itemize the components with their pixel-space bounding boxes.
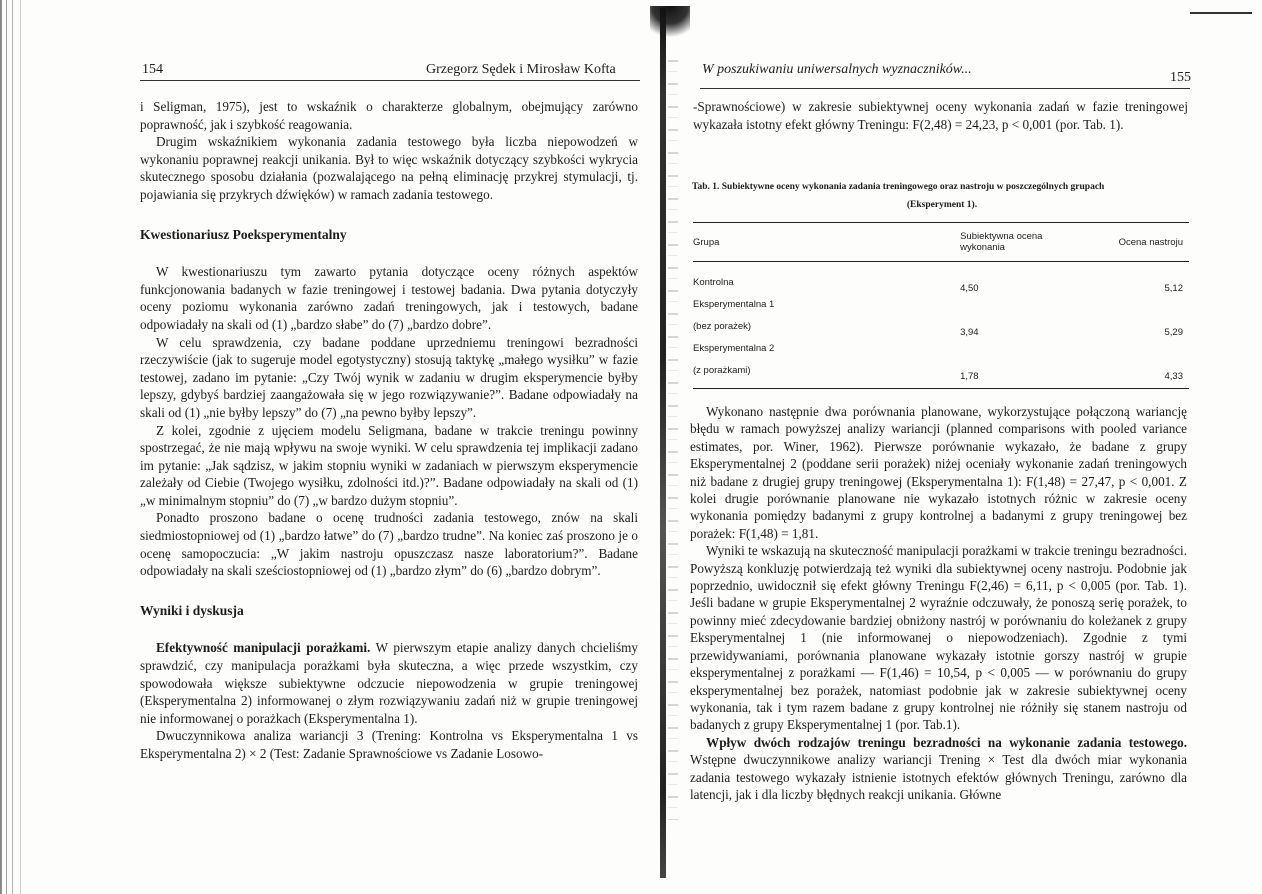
results-table	[693, 222, 1189, 389]
section-heading: Kwestionariusz Poeksperymentalny	[140, 226, 347, 242]
column-header: Ocena nastroju	[1084, 223, 1189, 262]
right-text-column-lower	[690, 403, 1187, 803]
table-caption-text: Subiektywne oceny wykonania zadania treningowego oraz nastroju w poszczególnych grupach	[721, 182, 1105, 192]
section-heading: Wyniki i dyskusja	[140, 602, 244, 618]
paragraph: Ponadto proszono badane o ocenę trudności zadania testowego, znów na skali siedmiostopniowej od (1) „bardzo łatwe” do (7) „bardzo trudne”. Na koniec zaś proszono je o ocenę samopoczucia: „W jakim nastroju opuszczasz nasze laboratorium?”. Badane odpowiadały na skali sześciostopniowej od (1) „bardzo złym” do (6) „bardzo dobrym”.	[140, 510, 638, 579]
column-header: Grupa	[693, 223, 820, 262]
paragraph-body: Wstępne dwuczynnikowe analizy wariancji Trening × Test dla dwóch miar wykonania zadania testowego wykazały istnienie istotnych efektów głównych Treningu, zarówno dla latencji, jak i dla liczby błędnych reakcji unikania. Główne	[690, 752, 1187, 802]
table-row	[693, 294, 1189, 316]
paragraph: Dwuczynnikowa analiza wariancji 3 (Trening: Kontrolna vs Eksperymentalna 1 vs Eksperymentalna 2) × 2 (Test: Zadanie Sprawnościowe vs Zadanie Losowo-	[140, 728, 638, 761]
paragraph: -Sprawnościowe) w zakresie subiektywnej oceny wykonania zadań w fazie treningowej wykazała istotny efekt główny Treningu: F(2,48) = 24,23, p < 0,001 (por. Tab. 1).	[693, 99, 1188, 132]
table-label: Tab. 1.	[692, 182, 720, 192]
mood-cell: 5,29	[1164, 327, 1183, 338]
table-row	[693, 360, 1189, 389]
paragraph	[140, 639, 638, 727]
paragraph: Wykonano następnie dwa porównania planowane, wykorzystujące połączoną wariancję błędu w ramach powyższej analizy wariancji (planned comparisons with pooled variance estimates, por. Winer, 1962). Pierwsze porównanie wykazało, że badane z grupy Eksperymentalnej 2 (poddane serii porażek) niżej oceniały wykonanie zadań treningowych niż badane z drugiej grupy treningowej (Eksperymentalna 1): F(1,48) = 27,47, p < 0,001. Z kolei drugie porównanie planowane nie wykazało istotnych różnic w zakresie oceny wykonania pomiędzy badanymi z grupy kontrolnej a badanymi z grupy treningowej bez porażek: F(1,48) = 1,81.	[690, 404, 1187, 541]
table-caption	[692, 178, 1192, 214]
performance-cell: 4,50	[960, 283, 979, 294]
header-rule-left	[140, 80, 640, 81]
paragraph	[690, 734, 1187, 804]
paragraph: i Seligman, 1975), jest to wskaźnik o charakterze globalnym, obejmujący zarówno poprawność, jak i szybkość reagowania.	[140, 99, 638, 132]
mood-cell: 4,33	[1084, 360, 1189, 389]
running-head-right: W poszukiwaniu uniwersalnych wyznaczników...	[702, 62, 972, 77]
paragraph: Drugim wskaźnikiem wykonania zadania testowego była liczba niepowodzeń w wykonaniu poprawnej reakcji unikania. Był to więc wskaźnik dotyczący szybkości wykrycia skutecznego sposobu działania (pozwalającego na pełną eliminację przykrej stymulacji, tj. pojawiania się przykrych dźwięków) w ramach zadania testowego.	[140, 134, 638, 202]
paragraph: Z kolei, zgodnie z ujęciem modelu Seligmana, badane w trakcie treningu powinny spostrzegać, że nie mają wpływu na swoje wyniki. W celu sprawdzenia tej implikacji zadano im pytanie: „Jak sądzisz, w jakim stopniu wyniki w zadaniach w pierwszym eksperymencie zależały od Ciebie (Twojego wysiłku, zdolności itd.)?”. Badane odpowiadały na skali od (1) „w minimalnym stopniu” do (7) „w bardzo dużym stopniu”.	[140, 422, 638, 508]
performance-cell: 3,94	[960, 327, 979, 338]
page-number-right: 155	[1170, 70, 1191, 85]
header-rule-right	[700, 88, 1190, 89]
paragraph: W celu sprawdzenia, czy badane poddane uprzedniemu treningowi bezradności rzeczywiście (jak to sugeruje model egotystyczny) stosują taktykę „małego wysiłku” w fazie testowej, zadano im pytanie: „Czy Twój wynik w zadaniu w drugim eksperymencie byłby lepszy, gdybyś bardziej zaangażowała się w jego rozwiązywanie?”. Badane odpowiadały na skali od (1) „nie byłby lepszy” do (7) „na pewno byłby lepszy”.	[140, 334, 638, 420]
group-cell: Eksperymentalna 1	[693, 299, 775, 310]
paragraph: Wyniki te wskazują na skuteczność manipulacji porażkami w trakcie treningu bezradności. Powyższą konkluzję potwierdzają też wyniki dla subiektywnej oceny nastroju. Podobnie jak poprzednio, uwidocznił się efekt główny Treningu F(2,46) = 6,11, p < 0,005 (por. Tab. 1). Jeśli badane w grupie Eksperymentalnej 2 wyraźnie odczuwały, że ponoszą serię porażek, to powinny mieć zdecydowanie bardziej obniżony nastrój w porównaniu do koleżanek z grupy Eksperymentalnej 1 (nie informowanej o niepowodzeniach). Zgodnie z tymi przewidywaniami, porównania planowane wykazały istotnie gorszy nastrój w grupie eksperymentalnej z porażkami — F(1,46) = 10,54, p < 0,005 — w porównaniu do grupy eksperymentalnej bez porażek, natomiast podobnie jak w zakresie subiektywnej oceny wykonania, tak i tym razem badane z grupy kontrolnej nie różniły się stanem nastroju od badanych z grupy Eksperymentalnej 1 (por. Tab.1).	[690, 543, 1187, 733]
performance-cell: 1,78	[820, 360, 1084, 389]
right-text-column	[693, 98, 1188, 133]
left-text-column	[140, 98, 638, 763]
run-in-heading: Efektywność manipulacji porażkami.	[156, 640, 371, 656]
table-row	[693, 262, 1189, 295]
scan-edge-artifact	[0, 0, 30, 894]
group-subcell: (bez porażek)	[693, 321, 752, 332]
table-row	[693, 316, 1189, 338]
group-cell: Eksperymentalna 2	[693, 343, 775, 354]
page-number-left: 154	[142, 62, 163, 77]
table-row	[693, 338, 1189, 360]
group-cell: Kontrolna	[693, 277, 734, 288]
paragraph: W kwestionariuszu tym zawarto pytania dotyczące oceny różnych aspektów funkcjonowania badanych w fazie treningowej i testowej badania. Dwa pytania dotyczyły oceny poziomu wykonania zarówno zadań treningowych, jak i testowych, badane odpowiadały na skali od (1) „bardzo słabe” do (7) „bardzo dobre”.	[140, 264, 638, 332]
group-subcell: (z porażkami)	[693, 360, 820, 389]
table-caption-sub: (Eksperyment 1).	[906, 200, 978, 210]
paragraph-body: W pierwszym etapie analizy danych chcieliśmy sprawdzić, czy manipulacja porażkami była skuteczna, a więc przede wszystkim, czy spowodowała większe subiektywne odczucie niepowodzenia w grupie treningowej (Eksperymentalna 2) informowanej o złym rozwiązywaniu zadań niż w grupie treningowej nie informowanej o porażkach (Eksperymentalna 1).	[140, 640, 639, 726]
run-in-heading: Wpływ dwóch rodzajów treningu bezradności na wykonanie zadania testowego.	[706, 734, 1187, 750]
running-head-left: Grzegorz Sędek i Mirosław Kofta	[426, 62, 616, 77]
table-header-row	[693, 223, 1189, 262]
mood-cell: 5,12	[1164, 283, 1183, 294]
column-header: Subiektywna ocena wykonania	[820, 223, 1084, 262]
